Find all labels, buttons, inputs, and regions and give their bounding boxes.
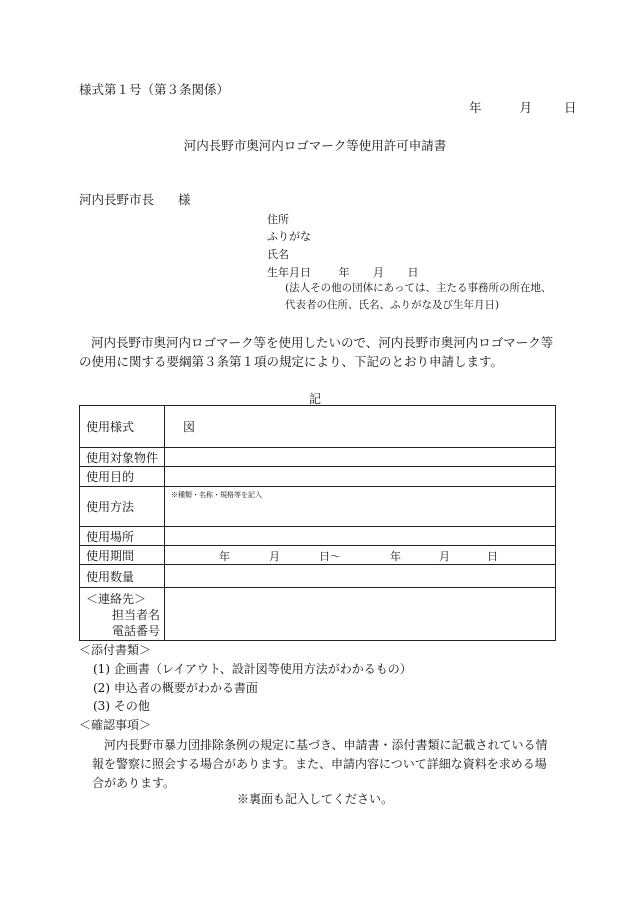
period-start-year: 年 <box>219 550 230 563</box>
application-table <box>79 405 556 641</box>
row-label-purpose: 使用目的 <box>80 467 165 487</box>
table-row <box>80 467 556 487</box>
row-label-quantity: 使用数量 <box>80 565 165 588</box>
table-row <box>80 565 556 588</box>
applicant-birthdate <box>267 264 419 280</box>
birthdate-label: 生年月日 <box>267 266 311 279</box>
table-row <box>80 487 556 527</box>
row-label-method: 使用方法 <box>80 487 165 527</box>
addressee-honorific: 様 <box>178 192 191 207</box>
form-number: 様式第１号（第３条関係） <box>79 82 230 97</box>
birth-year-label: 年 <box>338 266 350 279</box>
row-value-target-object[interactable] <box>165 448 556 467</box>
contact-label-cell <box>80 588 165 641</box>
period-end-month: 月 <box>439 550 450 563</box>
row-label-target-object: 使用対象物件 <box>80 448 165 467</box>
row-label-period: 使用期間 <box>80 546 165 565</box>
table-row <box>80 546 556 565</box>
document-title: 河内長野市奥河内ロゴマーク等使用許可申請書 <box>183 138 447 153</box>
confirmation-header: ＜確認事項＞ <box>79 718 152 732</box>
corporate-note-line-1: (法人その他の団体にあっては、主たる事務所の所在地、 <box>285 282 552 294</box>
confirmation-text: 河内長野市暴力団排除条例の規定に基づき、申請書・添付書類に記載されている情報を警察に照会する場合があります。また、申請内容について詳細な資料を求める場合があります。 <box>92 738 548 790</box>
birth-month-label: 月 <box>373 266 384 279</box>
row-value-quantity[interactable] <box>165 565 556 588</box>
ki-heading: 記 <box>308 392 321 406</box>
date-year-label: 年 <box>469 100 482 115</box>
row-value-period[interactable] <box>165 546 556 565</box>
applicant-name-label: 氏名 <box>267 248 289 261</box>
row-value-usage-style[interactable]: 図 <box>165 406 556 448</box>
attachments-header: ＜添付書類＞ <box>79 643 152 657</box>
row-label-usage-style: 使用様式 <box>80 406 165 448</box>
contact-person-label: 担当者名 <box>112 608 161 622</box>
period-start-day: 日～ <box>319 550 341 563</box>
addressee <box>79 190 191 208</box>
attachment-item: (1) 企画書（レイアウト、設計図等使用方法がわかるもの） <box>93 662 412 676</box>
reverse-side-note: ※裏面も記入してください。 <box>236 792 393 806</box>
addressee-name: 河内長野市長 <box>79 192 155 207</box>
table-row <box>80 588 556 641</box>
contact-phone-label: 電話番号 <box>112 624 161 638</box>
date-month-label: 月 <box>519 100 533 115</box>
period-end-year: 年 <box>390 550 401 563</box>
applicant-address-label: 住所 <box>267 213 289 226</box>
applicant-furigana-label: ふりがな <box>267 230 311 243</box>
table-row <box>80 448 556 467</box>
birth-day-label: 日 <box>407 266 419 279</box>
contact-value-cell[interactable] <box>165 588 556 641</box>
table-row <box>80 406 556 448</box>
attachment-item: (3) その他 <box>93 699 150 713</box>
period-end-day: 日 <box>487 550 498 563</box>
corporate-note <box>285 280 552 314</box>
application-statement: 河内長野市奥河内ロゴマーク等を使用したいので、河内長野市奥河内ロゴマーク等の使用に関する要綱第３条第１項の規定により、下記のとおり申請します。 <box>79 335 554 369</box>
period-start-month: 月 <box>269 550 280 563</box>
row-value-location[interactable] <box>165 527 556 546</box>
date-day-label: 日 <box>564 100 577 115</box>
row-label-location: 使用場所 <box>80 527 165 546</box>
application-date <box>469 98 577 116</box>
contact-header: ＜連絡先＞ <box>86 592 147 606</box>
row-value-method[interactable]: ※種類・名称・規格等を記入 <box>165 487 556 527</box>
table-row <box>80 527 556 546</box>
attachment-item: (2) 申込者の概要がわかる書面 <box>93 681 258 695</box>
corporate-note-line-2: 代表者の住所、氏名、ふりがな及び生年月日) <box>285 299 500 311</box>
row-value-purpose[interactable] <box>165 467 556 487</box>
